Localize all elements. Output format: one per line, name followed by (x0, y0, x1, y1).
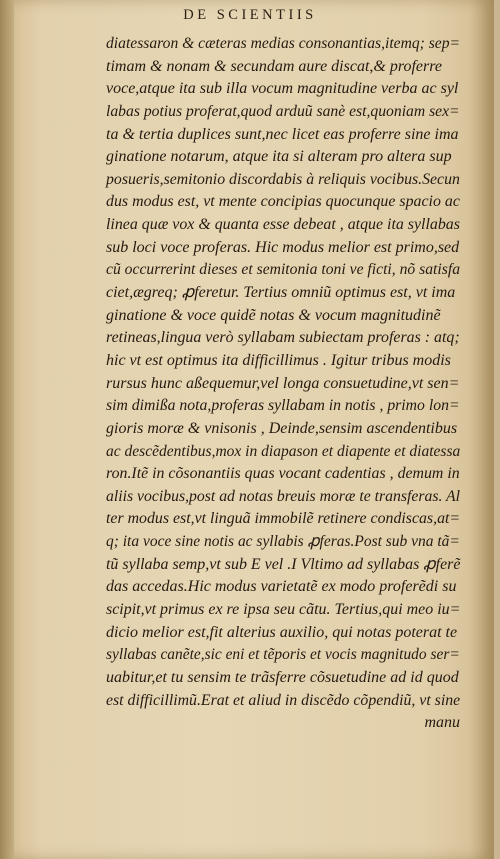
text-line: hic vt est optimus ita difficillimus . Igitur tribus modis (106, 351, 451, 369)
book-gutter (0, 0, 14, 859)
text-line: manu (424, 714, 460, 732)
text-line: posueris,semitonio discordabis à reliquis vocibus.Secun (106, 170, 460, 188)
text-line: uabitur,et tu sensim te trãsferre cõsuetudine ad id quod (106, 668, 459, 686)
text-line: tũ syllaba semp,vt sub E vel .I Vltimo ad syllabas ꝓferẽ (106, 555, 461, 573)
text-line: ginatione & voce quidẽ notas & vocum magnitudinẽ (106, 306, 441, 324)
text-line: sub loci voce proferas. Hic modus melior est primo,sed (106, 238, 460, 256)
body-text (106, 33, 460, 735)
text-line: cũ occurrerint dieses et semitonia toni ve ficti, nõ satisfa (106, 261, 461, 279)
text-line: ac descẽdentibus,mox in diapason et diapente et diatessa (106, 442, 461, 460)
text-line: voce,atque ita sub illa vocum magnitudine verba ac syl (106, 80, 459, 98)
text-line: ta & tertia duplices sunt,nec licet eas proferre sine ima (106, 125, 459, 143)
running-header: DE SCIENTIIS (183, 7, 317, 23)
text-line: ron.Itẽ in cõsonantiis quas vocant cadentias , demum in (106, 465, 460, 483)
text-line: dicio melior est,fit alterius auxilio, qui notas poterat te (106, 623, 458, 641)
text-line: est difficillimũ.Erat et aliud in discẽdo cõpendiũ, vt sine (106, 691, 461, 709)
text-line: timam & nonam & secundam aure discat,& proferre (106, 57, 442, 75)
text-line: scipit,vt primus ex re ipsa seu cãtu. Tertius,qui meo iu= (106, 601, 461, 619)
text-line: syllabas canẽte,sic eni et tẽporis et vocis magnitudo ser= (106, 646, 460, 664)
text-line: dus modus est, vt mente concipias quocunque spacio ac (106, 193, 460, 211)
text-line: gioris moræ & vnisonis , Deinde,sensim ascendentibus (106, 419, 458, 437)
text-line: das accedas.Hic modus varietatẽ ex modo proferẽdi su (106, 578, 457, 596)
text-line: linea quæ vox & quanta esse debeat , atque ita syllabas (106, 216, 460, 234)
text-line: ginatione notarum, atque ita si alteram pro altera sup (106, 148, 452, 166)
page-edge-shadow (468, 0, 494, 859)
text-line: rursus hunc aßequemur,vel longa consuetudine,vt sen= (106, 374, 460, 392)
text-line: labas potius proferat,quod arduũ sanè est,quoniam sex= (106, 102, 460, 120)
text-line: aliis vocibus,post ad notas breuis moræ te transferas. Al (106, 487, 461, 505)
text-line: ciet,ægreq; ꝓferetur. Tertius omniũ optimus est, vt ima (106, 284, 456, 302)
text-line: diatessaron & cæteras medias consonantias,itemq; sep= (106, 35, 461, 52)
text-line: retineas,lingua verò syllabam subiectam proferas : atq; (106, 329, 460, 347)
text-line: q; ita voce sine notis ac syllabis ꝓferas.Post sub vna tã= (106, 533, 460, 551)
text-line: sim dimißa nota,proferas syllabam in notis , primo lon= (106, 397, 460, 415)
text-line: ter modus est,vt linguã immobilẽ retinere condiscas,at= (106, 510, 461, 528)
